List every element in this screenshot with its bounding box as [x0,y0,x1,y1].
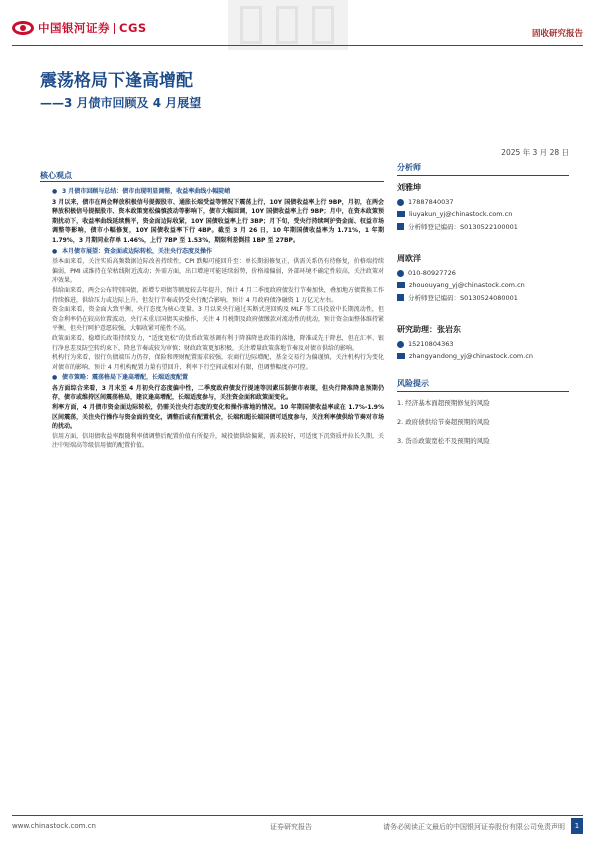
sidebar [397,162,569,455]
report-date: 2025 年 3 月 28 日 [501,148,569,157]
analyst-2-phone-row: 010-80927726 [397,269,569,277]
risk-item-1: 1. 经济基本面超预期修复的风险 [397,399,490,407]
risk-heading: 风险提示 [397,378,569,392]
report-subtitle: ——3 月债市回顾及 4 月展望 [40,96,202,110]
research-assistant: 研究助理：张岩东 [397,325,461,334]
header-decoration [228,0,348,50]
section-2-paragraph-3: 资金面来看，资金面大致平衡，央行态度为核心变量。3 月以来央行通过买断式逆回购及 MLF 等工具投放中长期流动性，但资金利率仍在较高位置波动，央行未重启国债买卖操作，关注 4 月税期及政府债缴款对流动性的扰动，预计资金面整体维持紧平衡，但央行呵护意愿较强，大幅收紧可能性不高。 [52,306,384,333]
phone-icon [397,341,404,348]
mail-icon [397,353,405,359]
analyst-1-name: 刘雅坤 [397,183,421,192]
risk-item-2: 2. 政府债供给节奏超预期的风险 [397,418,490,426]
brand-name: 中国银河证券 CGS [38,21,147,35]
footer-disclaimer: 请务必阅读正文最后的中国银河证券股份有限公司免责声明 [383,823,565,831]
analyst-2-cert-row: 分析师登记编码：S0130524080001 [397,293,569,302]
section-3-paragraph-2: 利率方面，4 月债市资金面边际转松，仍需关注央行态度的变化和操作落地的情况。10 年期国债收益率或在 1.7%-1.9% 区间震荡，关注央行操作与资金面的变化，调整后或有配置机会，长端和超长端国债可适度参与，关注利率债供给节奏对市场的扰动。 [52,404,384,431]
section-2-paragraph-5: 机构行为来看，银行负债端压力仍存，保险和理财配置需求较强，农商行边际增配，基金交易行为偏谨慎，关注机构行为变化对债市的影响，预计 4 月机构配置力量有望回升，利率下行空间或相对有限，但调整幅度亦可控。 [52,354,384,371]
risk-item-3: 3. 货币政策宽松不及预期的风险 [397,437,490,445]
mail-icon [397,282,405,288]
page-number: 1 [571,818,583,834]
header-divider [12,45,583,46]
section-3-paragraph-1: 各方面综合来看，3 月末至 4 月初央行态度偏中性，二季度政府债发行提速等因素压制债市表现，但央行降准降息预期仍存，债市或维持区间震荡格局，建议逢高增配，长端适度参与，关注资金面和政策面变化。 [52,384,384,402]
page-header [0,0,595,52]
section-2-paragraph-4: 政策面来看，稳增长政策持续发力，“适度宽松”的货币政策基调有利于降准降息政策的落地，降准或先于降息，但在汇率、银行净息差及防空转约束下，降息节奏或较为审慎；财政政策更加积极，关注增量政策落地节奏及对债市供给的影响。 [52,334,384,352]
id-card-icon [397,223,404,230]
mail-icon [397,211,405,217]
main-content [52,186,384,806]
section-2-title: ● 本月债市展望：资金面或边际转松，关注央行态度及操作 [52,247,384,257]
analyst-2-email-row[interactable]: zhououyang_yj@chinastock.com.cn [397,281,569,289]
analyst-1-cert-row: 分析师登记编码：S0130522100001 [397,222,569,231]
id-card-icon [397,294,404,301]
brand-logo [12,20,147,36]
key-points-heading: 核心观点 [40,171,72,180]
section-1-text: 3 月以来，债市在两会释放积极信号提振股市、通胀长端受益等情况下震荡上行，10Y 国债收益率上行 9BP，月初，在两会释放积极信号提振股市、资本政策宽松偏慎波动等影响下，债市大幅回调，10Y 国债收益率上行 9BP；月中，在资本政策预期扰动下，收益率曲线延续熊平，资金面边际收紧，10Y 国债收益率上行 3BP；月下旬，受央行持续呵护资金面、权益市场调整等影响，债市小幅修复，10Y 国债收益率下行 4BP。截至 3 月 26 日，10 年期国债收益率为 1.71%，1 年期 1.79%，3 月期同业存单 1.46%，上行 7BP 至 1.53%，期限利差倒挂 1BP 至 27BP。 [52,198,384,244]
analyst-heading: 分析师 [397,162,569,176]
key-points-divider [40,181,384,182]
footer-center: 证券研究报告 [270,823,312,831]
phone-icon [397,199,404,206]
section-2-paragraph-2: 供给面来看，两会公布特别国债、新增专项债等额度较去年提升，预计 4 月二季度政府债发行节奏加快，叠加地方债置换工作持续推进，供给压力或边际上升，但发行节奏或仍受央行配合影响，预计 4 月政府债净融资 1 万亿元左右。 [52,286,384,304]
analyst-1-phone-row: 17887840037 [397,198,569,206]
section-2-paragraph-1: 基本面来看，关注实质高频数据边际改善持续性，CPI 跌幅可能回升至：单长期弱修复正，供需关系仍有待修复，价格端持续偏弱，PMI 或维持在荣枯线附近波动；外需方面，出口增速可能延续弱势，价格端偏弱，外部环境不确定性较高，关注政策对冲效果。 [52,258,384,285]
section-3-paragraph-3: 信用方面，信用债收益率跟随利率债调整后配置价值有所提升，城投债供给偏紧，需求较好，可适度下沉资质并拉长久期，关注中短端高等级信用债的配置价值。 [52,432,384,450]
section-1-title: ● 3 月债市回顾与总结：债市由现明显调整，收益率曲线小幅陡峭 [52,187,384,197]
report-title: 震荡格局下逢高增配 [40,71,193,91]
assistant-phone-row: 15210804363 [397,340,569,348]
assistant-email-row[interactable]: zhangyandong_yj@chinastock.com.cn [397,352,569,360]
footer-divider [12,815,583,816]
brand-mark-icon [12,21,34,35]
phone-icon [397,270,404,277]
footer-url[interactable]: www.chinastock.com.cn [12,822,96,830]
analyst-1-email-row[interactable]: liuyakun_yj@chinastock.com.cn [397,210,569,218]
section-3-title: ● 债市策略：震荡格局下逢高增配，长端适度配置 [52,373,384,383]
analyst-2-name: 周欧洋 [397,254,421,263]
report-type: 固收研究报告 [531,29,583,39]
